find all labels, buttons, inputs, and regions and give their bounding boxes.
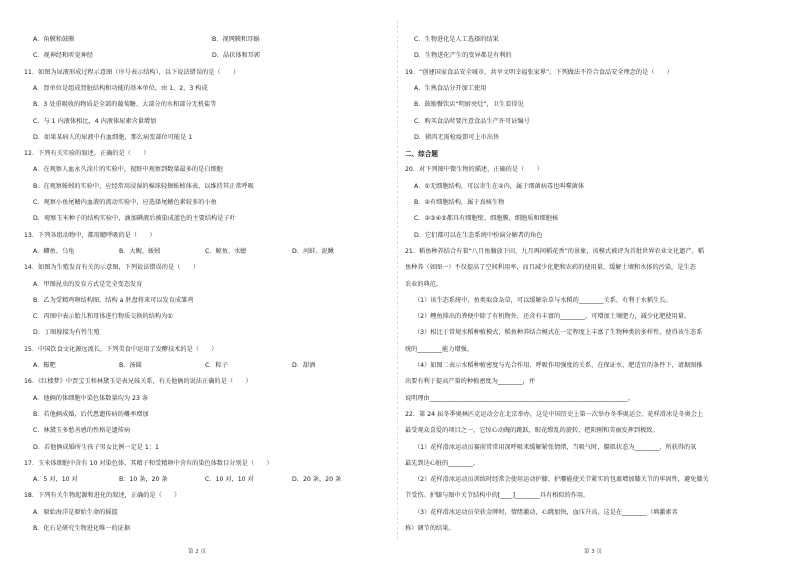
- answer-option: B．视网膜和耳蜗: [212, 36, 260, 43]
- answer-option: D．20 条，20 条: [292, 476, 342, 484]
- answer-option: C．鲸鱼、水螅: [205, 247, 247, 255]
- answer-option: C．粽子: [205, 362, 228, 369]
- question-line: C．生物进化是人工选择的结果: [414, 36, 499, 43]
- answer-option: D．甜酒: [292, 362, 316, 369]
- question-line: 节受伤。护膝与图中关节结构中的[____]________具有相似的作用。: [405, 492, 590, 500]
- footer-page-right: 第 3 页: [584, 549, 602, 555]
- question-line: A．在观察人血永久涂片的实验中，视野中观察到数量最多的是白细胞: [33, 166, 223, 174]
- question-line: （1）花样滑冰运动员赛前常常用深呼吸来缓解紧张情绪，当吸气时，膈肌状态为________，所获得的氧: [414, 443, 697, 451]
- question-line: C．丙图中表示胎儿和母体进行物质交换的结构为①: [33, 313, 173, 321]
- answer-option: C．10 对，10 对: [205, 476, 254, 484]
- question-line: 出要有利于提高产量的种植密度为________，并: [405, 378, 535, 386]
- question-line: 21．稻鱼种养结合有着“八月鱼腩放下田，九月再间稻花香”的景象，该模式被评为首批世界农业文化遗产。稻: [405, 247, 704, 255]
- question-line: A．他俩的体细胞中染色体数量均为 23 条: [33, 394, 149, 402]
- question-line: A．生熟食品分开加工使用: [414, 84, 487, 92]
- answer-option: D．晶状体和耳郭: [212, 52, 261, 60]
- question-line: B．若他俩成婚，后代患遗传病的概率增加: [33, 410, 149, 418]
- question-line: （2）鲤鱼排出的粪便中除了有机物外，还含有丰富的________，可增加土壤肥力，减少化肥使用量。: [414, 313, 691, 321]
- question-line: 16．《红楼梦》中贾宝玉和林黛玉是表兄妹关系，有关他俩的说法正确的是（ ）: [24, 378, 252, 386]
- question-line: A．甲图昆虫的发育方式是完全变态发育: [33, 280, 143, 288]
- question-line: B．②有细胞结构，属于真核生物: [414, 199, 505, 206]
- question-line: C．观察小鱼尾鳍内血液的流动实验中，应选择尾鳍色素较多的小鱼: [33, 199, 217, 206]
- question-line: D．猪肉无需检疫即可上市出售: [414, 133, 500, 141]
- question-line: 称）调节的结果。: [405, 525, 455, 532]
- question-line: 最先到达心脏的________。: [405, 459, 480, 467]
- answer-option: D．河蚌、泥鳅: [292, 247, 334, 255]
- question-line: 15．中国饮食文化源远流长，下列美食中运用了发酵技术的是（ ）: [24, 345, 218, 353]
- question-line: D．生物进化产生的变异都是有利的: [414, 52, 512, 60]
- question-line: A．原始海洋是原始生命的摇篮: [33, 508, 118, 516]
- question-line: B．3 处重吸收的物质是全部的葡萄糖、大部分的水和部分无机盐等: [33, 101, 217, 109]
- question-line: D．如果某病人的尿液中有血细胞，那么病变部位可能是 1: [33, 133, 193, 141]
- answer-option: C．视神经和听觉神经: [33, 52, 94, 60]
- question-line: 19．“创建国家食品安全城市，共享文明幸福张家界”。下列做法不符合食品安全理念的是（ ）: [405, 68, 673, 76]
- question-line: 农业的典范。: [405, 280, 443, 288]
- question-line: 说明理由________________________________________________________________。: [405, 394, 634, 402]
- question-line: B．乙为受精鸡卵结构图，结构 a 胚盘将来可以发育成雏鸡: [33, 296, 194, 304]
- question-line: （3）花样滑冰运动员荣获金牌时，情绪激动，心跳加快，血压升高，这是在________（填激素名: [414, 508, 678, 516]
- footer-page-left: 第 2 页: [188, 549, 206, 555]
- question-line: A．①无细胞结构，可以寄生在②内，属于细菌病毒也叫噬菌体: [414, 182, 585, 190]
- question-line: 20．对下列图中微生物的描述，正确的是（ ）: [405, 166, 543, 174]
- question-line: （3）相比于常规水稻种植模式，稻鱼种养结合模式在一定程度上丰富了生物种类的多样性，使得该生态系: [414, 329, 703, 337]
- question-line: C．与 1 内液体相比，4 内液体尿素含量增加: [33, 117, 157, 125]
- question-line: D．它们都可以在生态系统中扮演分解者的角色: [414, 231, 543, 239]
- question-line: D．若他俩成婚所生孩子男女比例一定是 1：1: [33, 443, 159, 451]
- question-line: B．化石是研究生物进化唯一的证据: [33, 525, 131, 532]
- answer-option: A．鲫鱼、乌龟: [33, 247, 75, 255]
- question-line: （1）该生态系统中，鱼类取食杂草，可以缓解杂草与水稻的________关系，有利于水稻生长。: [414, 296, 672, 304]
- question-line: 17．玉米体细胞中含有 10 对染色体，其精子和受精卵中含有的染色体数目分别是（ ）: [24, 459, 273, 467]
- question-line: 12．下列有关实验的叙述，正确的是（ ）: [24, 150, 150, 158]
- question-line: C．购买食品时要注意食品生产许可证编号: [414, 117, 530, 125]
- question-line: B．鼓励餐饮店“明厨亮灶”，卫生看得见: [414, 101, 524, 109]
- question-line: 统的________能力增强。: [405, 345, 474, 353]
- question-line: D．丁图嫁接为有性生殖: [33, 329, 100, 337]
- question-line: D．观察玉米种子的结构实验中，滴加碘液后被染成蓝色的主要结构是子叶: [33, 215, 236, 223]
- question-line: 11．如图为尿液形成过程示意图（序号表示结构），以下说法错误的是（ ）: [24, 68, 240, 76]
- question-line: C．林黛玉多愁善感的性格是遗传病: [33, 427, 131, 435]
- question-line: C．②③④⑤都具有细胞壁、细胞膜、细胞质和细胞核: [414, 215, 559, 223]
- answer-option: A．角膜和鼓膜: [33, 36, 75, 43]
- question-line: A．肾单位是组成肾脏结构和功能的基本单位，由 1、2、3 构成: [33, 84, 208, 92]
- question-line: 13．下列各组动物中，都用鳃呼吸的是（ ）: [24, 231, 156, 239]
- question-line: 最受观众喜爱的项目之一，它惊心动魄的跳跃，眼花缭乱的旋转，把阳刚和美丽发挥到极致。: [405, 427, 659, 435]
- section-heading: 二、综合题: [405, 150, 438, 159]
- answer-option: A．糍粑: [33, 362, 56, 369]
- answer-option: B．10 条，20 条: [119, 476, 168, 484]
- column-divider: [397, 20, 398, 540]
- question-line: 14．如图为生殖发育有关的示意图，下列说法错误的是（ ）: [24, 264, 199, 272]
- question-line: B．在观察蚯蚓的实验中，应经常用浸湿的棉球轻擦蚯蚓体表，以维持其正常呼吸: [33, 182, 254, 190]
- question-line: 18．下列有关生物起源和进化的叙述，正确的是（ ）: [24, 492, 181, 500]
- question-line: （4）如图二表示水稻种植密度与光合作用、呼吸作用强度的关系，在保证水、肥适宜的条件下，请据图推: [414, 362, 703, 369]
- answer-option: B．大鲵、蚯蚓: [119, 247, 161, 255]
- answer-option: B．汤圆: [119, 362, 142, 369]
- question-line: （2）花样滑冰运动员训练时经常会使用运动护膝、护腰能使关节紧实的包裹增加膝关节的牢固性，避免膝关: [414, 476, 709, 484]
- question-line: 22．第 24 届冬季奥林匹克运动会在北京举办，这是中国历史上第一次举办冬季奥运会。花样滑冰是冬奥会上: [405, 410, 704, 418]
- question-line: 鱼种养（如图一）不仅提高了空间利用率，而且减少化肥和农药的使用量，缓解土壤和水体的污染，是生态: [405, 264, 696, 272]
- answer-option: A．5 对，10 对: [33, 476, 78, 484]
